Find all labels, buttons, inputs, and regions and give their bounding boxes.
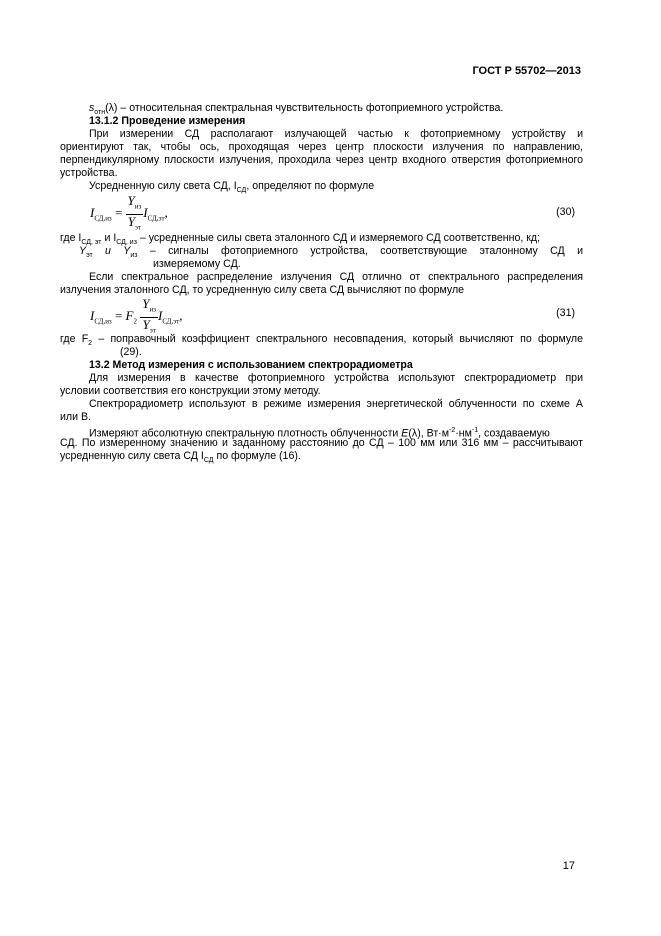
equation-number: (30) [556, 206, 575, 218]
paragraph-line: Усредненную силу света СД, $I_{СД}$, определяют по формуле [89, 180, 375, 195]
fraction: $\frac{Y_{из}}{Y_{эт}}$ [142, 296, 156, 335]
where-line: где $I_{СД, эт}$ и $I_{СД, из}$ – усредненные силы света эталонного СД и измеряемого СД соответственно, кд; [60, 232, 541, 247]
formula-31: $I_{СД,из} = F_2$ $\frac{Y_{из}}{Y_{эт}}$ $I_{СД,эт}$, [90, 297, 183, 337]
paragraph-line: Для измерения в качестве фотоприемного устройства используют спектрорадиометр при [89, 372, 583, 384]
paragraph-line: или В. [60, 411, 91, 423]
paragraph-line: усредненную силу света СД $I_{СД}$ по формуле (16). [60, 450, 301, 465]
definition-line: $s_{отн}(\lambda)$ – относительная спектральная чувствительность фотоприемного устройства. [89, 102, 504, 117]
paragraph-line: Если спектральное распределение излучения СД отлично от спектрального распределения [89, 271, 583, 283]
fraction: $\frac{Y_{из}}{Y_{эт}}$ [127, 193, 142, 232]
paragraph-line: Измеряют абсолютную спектральную плотность облученности E(λ), $Вт\cdot м^{-2}\cdot нм^{-1}$, создаваемую [89, 427, 550, 440]
where-line: где $F_2$ – поправочный коэффициент спектрального несовпадения, который вычисляют по формуле [60, 333, 583, 346]
paragraph-line: ориентируют так, чтобы ось, проходящая через центр плоскости излучения по направлению, [60, 141, 583, 153]
section-heading-13-2: 13.2 Метод измерения с использованием спектрорадиометра [89, 359, 413, 371]
paragraph-line: условии соответствия его конструкции этому методу. [60, 385, 321, 397]
paragraph-line: перпендикулярному плоскости излучения, проходила через центр входного отверстия фотоприемного [60, 154, 583, 166]
paragraph-line: При измерении СД располагают излучающей частью к фотоприемному устройству и [89, 128, 583, 140]
where-line: измеряемому СД. [153, 258, 241, 270]
formula-30: $I_{СД,из}$ = $\frac{Y_{из}}{Y_{эт}}$ $I_{СД,эт}$, [90, 194, 168, 234]
paragraph-line: устройства. [60, 167, 118, 179]
section-heading-13-1-2: 13.1.2 Проведение измерения [89, 115, 246, 127]
page-number: 17 [562, 860, 575, 872]
where-line: (29). [120, 346, 142, 358]
equation-number: (31) [556, 307, 575, 319]
standard-header: ГОСТ Р 55702—2013 [472, 65, 581, 77]
paragraph-line: СД. По измеренному значению и заданному расстоянию до СД – 100 мм или 316 мм – рассчитывают [60, 437, 583, 449]
paragraph-line: Спектрорадиометр используют в режиме измерения энергетической облученности по схеме А [89, 398, 583, 410]
where-line: $Y_{эт}$ и $Y_{из}$ – сигналы фотоприемного устройства, соответствующие эталонному СД и [79, 245, 583, 258]
paragraph-line: излучения эталонного СД, то усредненную силу света СД вычисляют по формуле [60, 284, 465, 296]
